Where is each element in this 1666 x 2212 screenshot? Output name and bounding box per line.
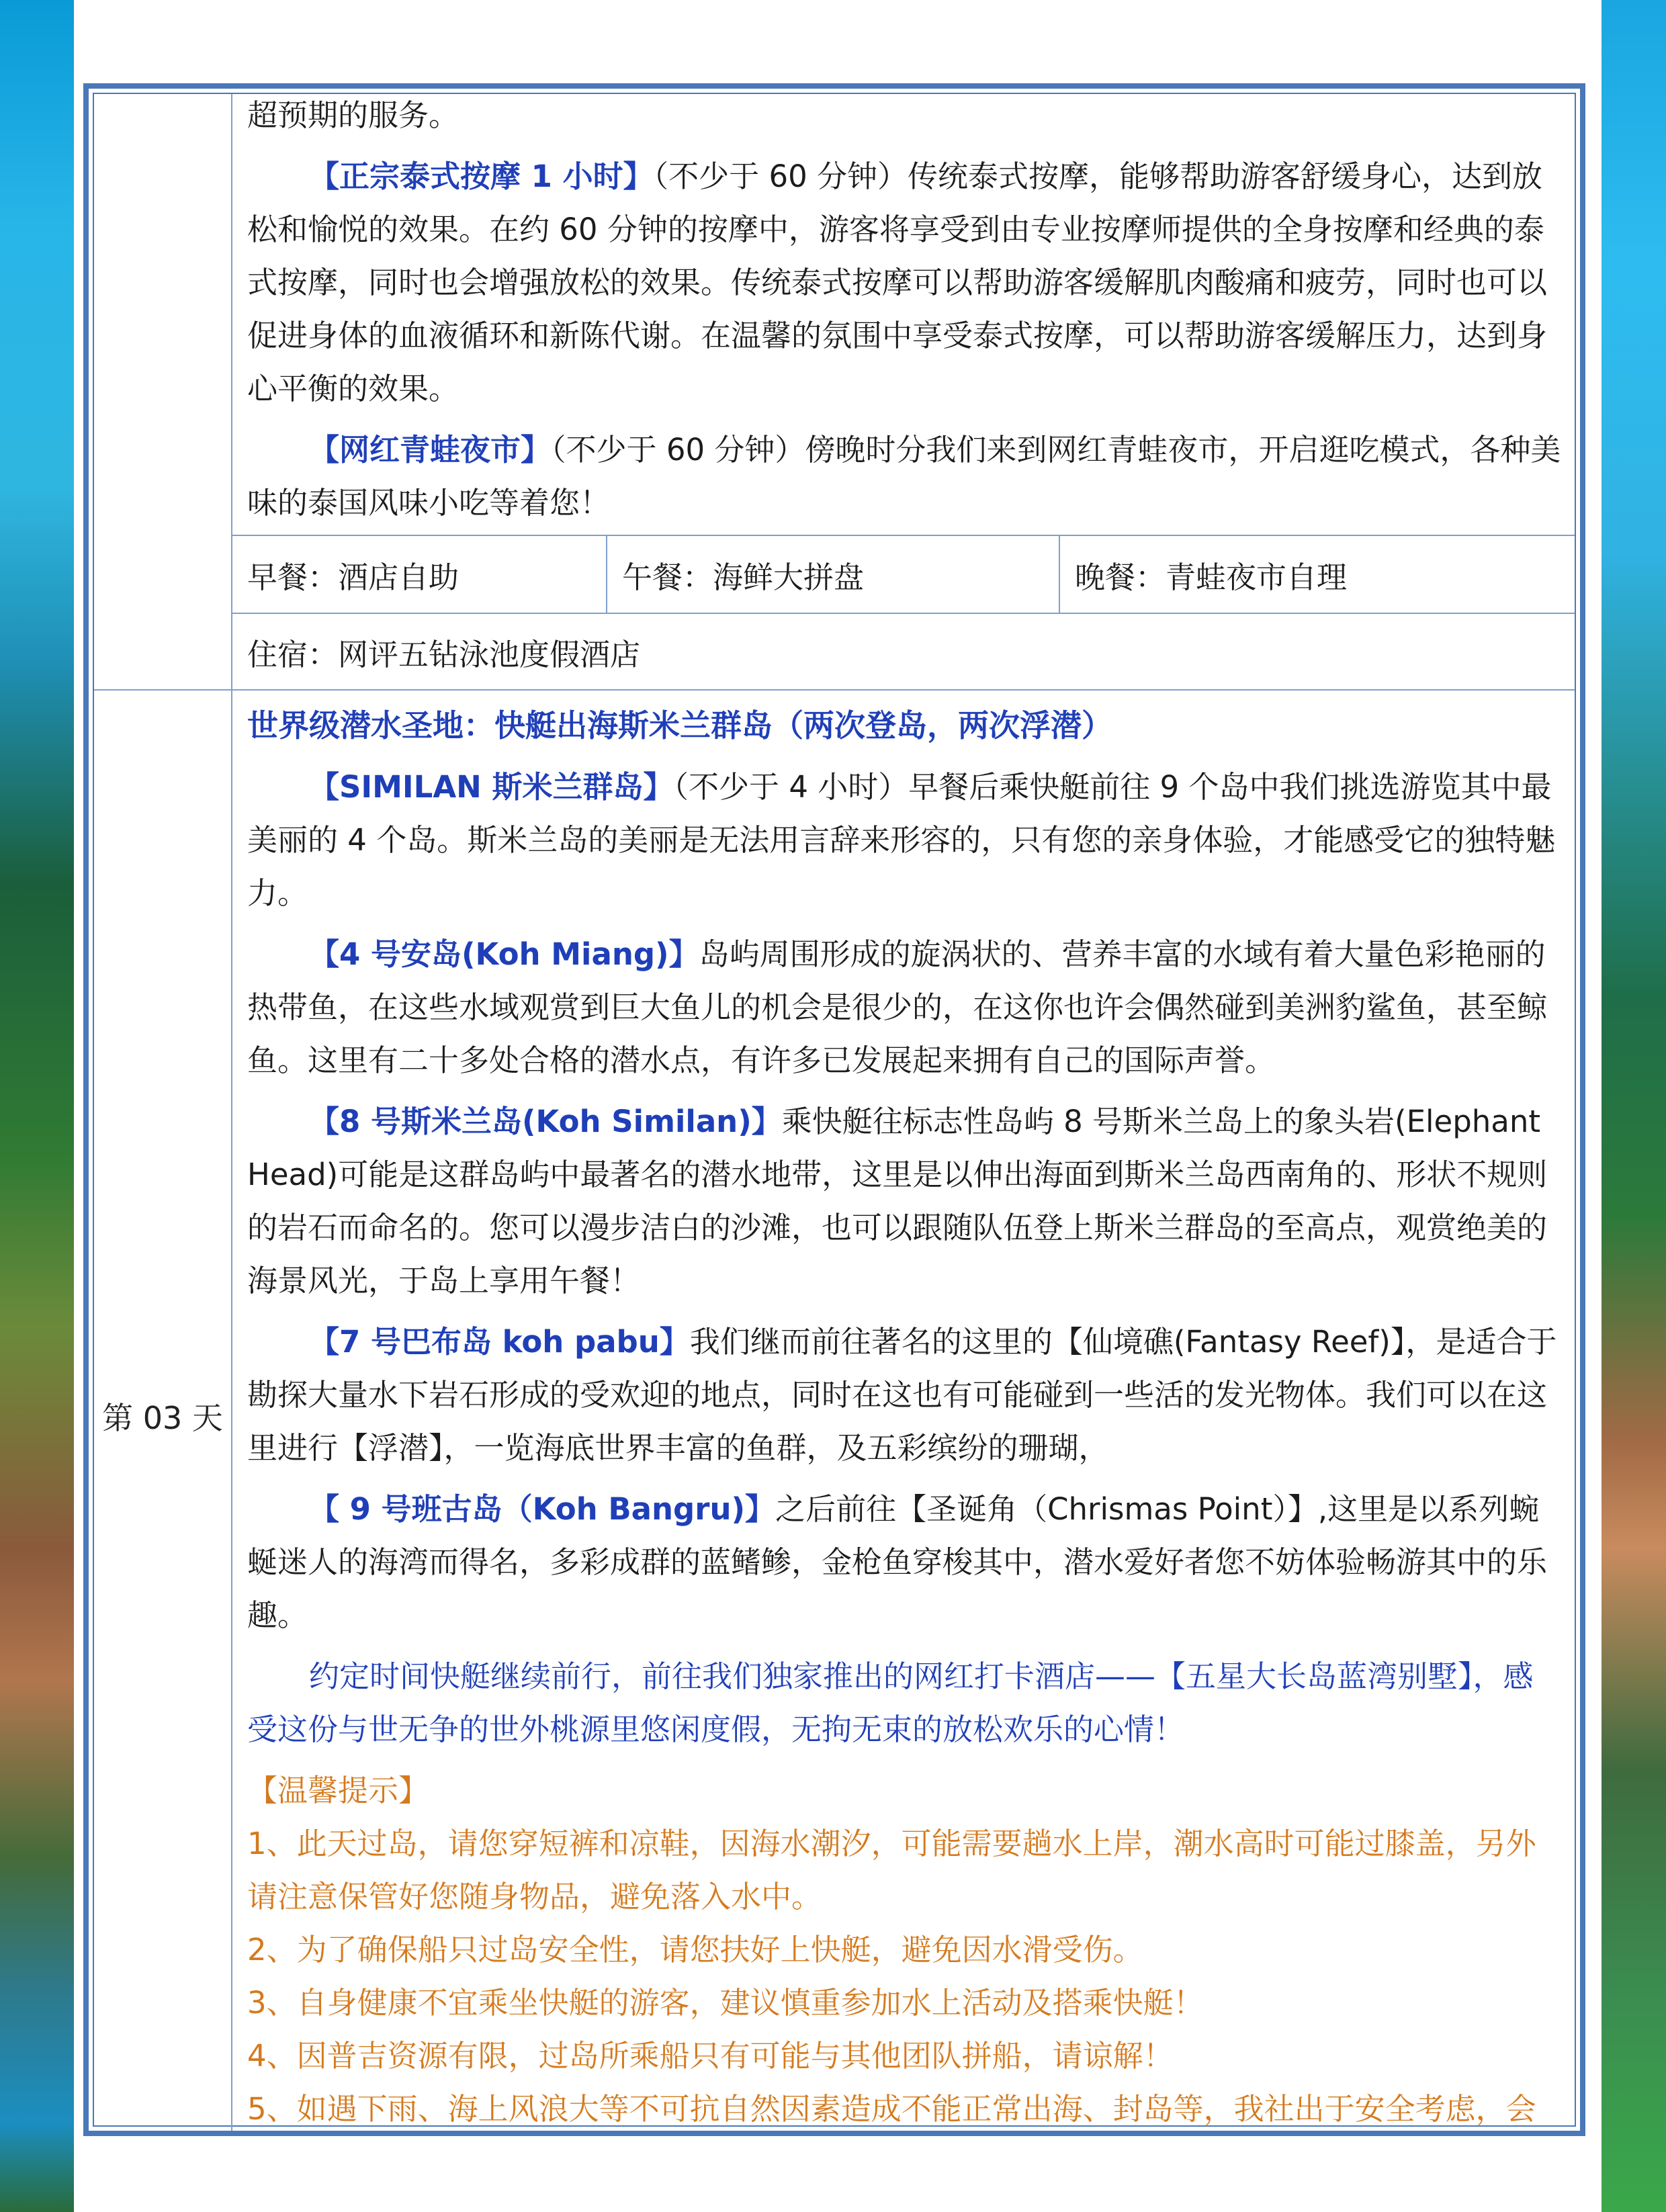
day2-label-cell — [94, 94, 232, 689]
island9-text: 之后前往【圣诞角（Chrismas Point）】,这里是以系列蜿蜒迷人的海湾而得名，多彩成群的蓝鳍鲹，金枪鱼穿梭其中，潜水爱好者您不妨体验畅游其中的乐趣。 — [247, 1491, 1548, 1633]
market-title: 【网红青蛙夜市】 — [309, 432, 552, 468]
dinner-cell: 晚餐：青蛙夜市自理 — [1059, 536, 1575, 613]
massage-title: 【正宗泰式按摩 1 小时】 — [309, 159, 654, 194]
tip-item: 3、自身健康不宜乘坐快艇的游客，建议慎重参加水上活动及搭乘快艇！ — [247, 1985, 1204, 2021]
table-inner — [93, 93, 1576, 2127]
day3-description — [232, 691, 1575, 2135]
island4-text: 岛屿周围形成的旋涡状的、营养丰富的水域有着大量色彩艳丽的热带鱼，在这些水域观赏到巨大鱼儿的机会是很少的，在这你也许会偶然碰到美洲豹鲨鱼，甚至鲸鱼。这里有二十多处合格的潜水点，有许多已发展起来拥有自己的国际声誉。 — [247, 936, 1548, 1078]
hotel-note: 约定时间快艇继续前行，前往我们独家推出的网红打卡酒店——【五星大长岛蓝湾别墅】，感受这份与世无争的世外桃源里悠闲度假，无拘无束的放松欢乐的心情！ — [247, 1658, 1534, 1747]
breakfast-cell: 早餐：酒店自助 — [247, 559, 459, 595]
island7-paragraph — [247, 1315, 1561, 1474]
island4-title: 【4 号安岛(Koh Miang)】 — [309, 936, 699, 972]
tip-item: 2、为了确保船只过岛安全性，请您扶好上快艇，避免因水滑受伤。 — [247, 1932, 1143, 1967]
itinerary-table — [83, 83, 1585, 2136]
left-background-photo — [0, 0, 74, 2212]
island8-text: 乘快艇往标志性岛屿 8 号斯米兰岛上的象头岩(Elephant Head)可能是这群岛屿中最著名的潜水地带，这里是以伸出海面到斯米兰岛西南角的、形状不规则的岩石而命名的。您可以漫步洁白的沙滩，也可以跟随队伍登上斯米兰群岛的至高点，观赏绝美的海景风光，于岛上享用午餐！ — [247, 1104, 1548, 1298]
island7-title: 【7 号巴布岛 koh pabu】 — [309, 1324, 690, 1360]
meals-row — [232, 536, 1575, 613]
tip-item: 4、因普吉资源有限，过岛所乘船只有可能与其他团队拼船，请谅解！ — [247, 2038, 1174, 2074]
similan-paragraph — [247, 760, 1561, 920]
hotel-row — [232, 614, 1575, 689]
similan-text: （不少于 4 小时）早餐后乘快艇前往 9 个岛中我们挑选游览其中最美丽的 4 个岛。斯米兰岛的美丽是无法用言辞来形容的，只有您的亲身体验，才能感受它的独特魅力。 — [247, 769, 1556, 911]
day2-intro-tail: 超预期的服务。 — [247, 97, 459, 133]
massage-text: （不少于 60 分钟）传统泰式按摩，能够帮助游客舒缓身心，达到放松和愉悦的效果。在约 60 分钟的按摩中，游客将享受到由专业按摩师提供的全身按摩和经典的泰式按摩，同时也会增强放松的效果。传统泰式按摩可以帮助游客缓解肌肉酸痛和疲劳，同时也可以促进身体的血液循环和新陈代谢。在温馨的氛围中享受泰式按摩，可以帮助游客缓解压力，达到身心平衡的效果。 — [247, 159, 1548, 406]
day3-label-cell: 第 03 天 — [94, 691, 232, 2136]
market-paragraph — [247, 423, 1561, 529]
lunch-cell: 午餐：海鲜大拼盘 — [606, 536, 1059, 613]
island8-title: 【8 号斯米兰岛(Koh Similan)】 — [309, 1104, 782, 1139]
island7-text: 我们继而前往著名的这里的【仙境礁(Fantasy Reef)】，是适合于勘探大量水下岩石形成的受欢迎的地点，同时在这也有可能碰到一些活的发光物体。我们可以在这里进行【浮潜】，一览海底世界丰富的鱼群，及五彩缤纷的珊瑚， — [247, 1324, 1557, 1466]
tips-title: 【温馨提示】 — [247, 1773, 429, 1808]
island4-paragraph — [247, 928, 1561, 1087]
massage-paragraph — [247, 150, 1561, 415]
day3-headline: 世界级潜水圣地：快艇出海斯米兰群岛（两次登岛，两次浮潜） — [247, 707, 1112, 744]
tip-item: 5、如遇下雨、海上风浪大等不可抗自然因素造成不能正常出海、封岛等，我社出于安全考虑，会 — [247, 2091, 1536, 2127]
island8-paragraph — [247, 1095, 1561, 1307]
day2-description — [232, 89, 1575, 529]
island9-title: 【 9 号班古岛（Koh Bangru)】 — [309, 1491, 776, 1527]
tip-item: 1、此天过岛，请您穿短裤和凉鞋，因海水潮汐，可能需要趟水上岸，潮水高时可能过膝盖，另外请注意保管好您随身物品，避免落入水中。 — [247, 1826, 1536, 1914]
similan-title: 【SIMILAN 斯米兰群岛】 — [309, 769, 674, 805]
itinerary-page — [74, 0, 1602, 2212]
hotel-cell: 住宿：网评五钻泳池度假酒店 — [247, 636, 641, 672]
island9-paragraph — [247, 1483, 1561, 1642]
market-text: （不少于 60 分钟）傍晚时分我们来到网红青蛙夜市，开启逛吃模式，各种美味的泰国风味小吃等着您！ — [247, 432, 1561, 521]
right-background-photo — [1602, 0, 1666, 2212]
